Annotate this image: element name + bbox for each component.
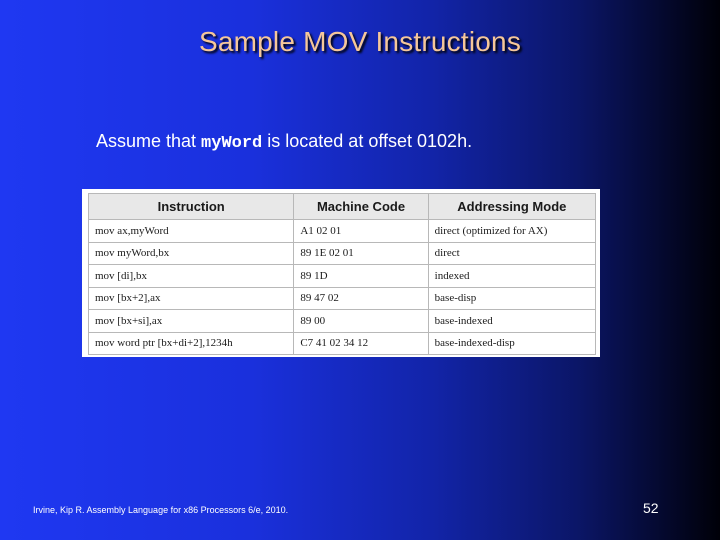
header-instruction: Instruction — [89, 194, 294, 220]
instruction-cell: mov [bx+2],ax — [89, 287, 294, 310]
table-row — [89, 265, 596, 288]
header-machine-code: Machine Code — [294, 194, 428, 220]
table-row — [89, 310, 596, 333]
table-row — [89, 220, 596, 243]
subtitle-suffix: is located at offset 0102h. — [262, 131, 473, 151]
addressing-mode-cell: indexed — [428, 265, 595, 288]
machine-code-cell: 89 1E 02 01 — [294, 242, 428, 265]
header-addressing-mode: Addressing Mode — [428, 194, 595, 220]
machine-code-cell: A1 02 01 — [294, 220, 428, 243]
table-panel — [82, 189, 600, 357]
addressing-mode-cell: direct (optimized for AX) — [428, 220, 595, 243]
instruction-cell: mov myWord,bx — [89, 242, 294, 265]
mov-instructions-table — [88, 193, 596, 355]
instruction-cell: mov word ptr [bx+di+2],1234h — [89, 332, 294, 355]
slide-subtitle — [96, 131, 472, 153]
table-row — [89, 287, 596, 310]
slide-title: Sample MOV Instructions — [198, 26, 522, 57]
machine-code-cell: 89 1D — [294, 265, 428, 288]
instruction-cell: mov [bx+si],ax — [89, 310, 294, 333]
page-number: 52 — [643, 500, 659, 516]
table-row — [89, 332, 596, 355]
addressing-mode-cell: direct — [428, 242, 595, 265]
subtitle-code: myWord — [201, 134, 263, 153]
instruction-cell: mov ax,myWord — [89, 220, 294, 243]
machine-code-cell: C7 41 02 34 12 — [294, 332, 428, 355]
instruction-cell: mov [di],bx — [89, 265, 294, 288]
addressing-mode-cell: base-indexed-disp — [428, 332, 595, 355]
footer-citation: Irvine, Kip R. Assembly Language for x86 Processors 6/e, 2010. — [33, 505, 289, 515]
subtitle-prefix: Assume that — [96, 131, 202, 151]
addressing-mode-cell: base-indexed — [428, 310, 595, 333]
machine-code-cell: 89 47 02 — [294, 287, 428, 310]
machine-code-cell: 89 00 — [294, 310, 428, 333]
addressing-mode-cell: base-disp — [428, 287, 595, 310]
table-row — [89, 242, 596, 265]
table-header-row — [89, 194, 596, 220]
